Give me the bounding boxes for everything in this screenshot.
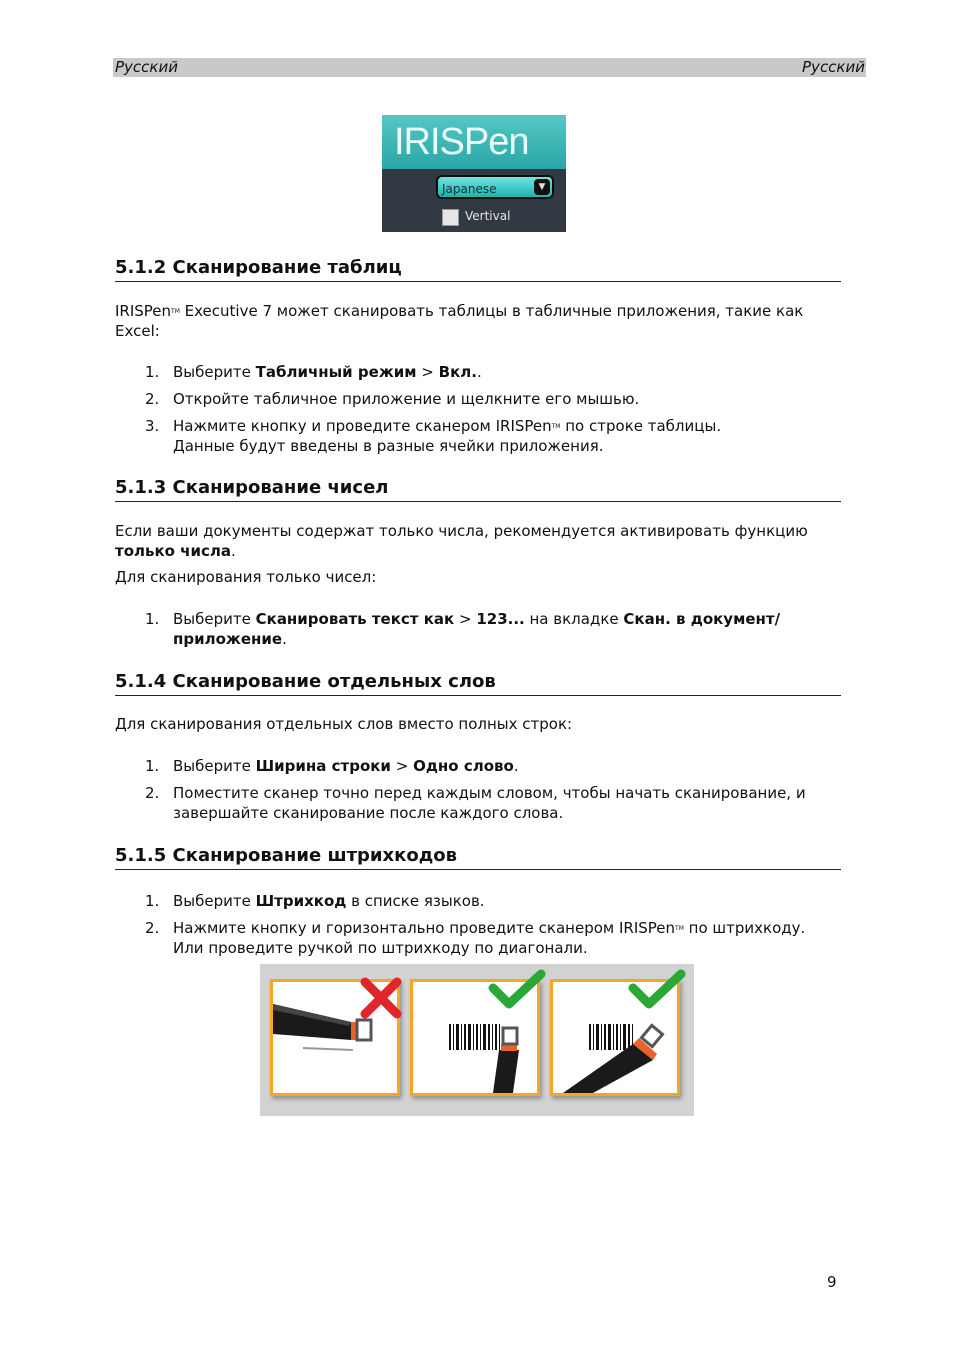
page-number: 9 xyxy=(827,1273,837,1291)
irispen-widget-figure xyxy=(382,115,566,232)
section-title-5-1-3: 5.1.3 Сканирование чисел xyxy=(115,477,841,502)
irispen-banner xyxy=(382,115,566,169)
section-5-1-2-intro: IRISPen™ Executive 7 может сканировать таблицы в табличные приложения, такие как Excel: xyxy=(115,302,804,340)
section-5-1-3-para1: Если ваши документы содержат только числа, рекомендуется активировать функцию только числа. xyxy=(115,522,808,560)
barcode-panel-horizontal xyxy=(410,979,540,1096)
section-5-1-4-para: Для сканирования отдельных слов вместо полных строк: xyxy=(115,715,573,733)
chevron-down-icon: ▼ xyxy=(534,179,550,195)
section-title-5-1-2: 5.1.2 Сканирование таблиц xyxy=(115,257,841,282)
section-title-5-1-5: 5.1.5 Сканирование штрихкодов xyxy=(115,845,841,870)
vertical-checkbox-label: Vertival xyxy=(465,209,511,223)
vertical-checkbox[interactable] xyxy=(442,209,459,226)
check-icon xyxy=(487,968,547,1012)
language-dropdown[interactable] xyxy=(436,175,554,199)
barcode-panel-diagonal xyxy=(550,979,680,1096)
barcode-scanning-figure xyxy=(260,964,694,1116)
irispen-brand: IRISPen xyxy=(394,121,529,163)
header-language-right: Русский xyxy=(802,58,865,76)
cross-icon xyxy=(359,976,403,1020)
running-header xyxy=(113,58,866,77)
check-icon xyxy=(627,968,687,1012)
header-language-left: Русский xyxy=(115,58,178,76)
barcode-panel-wrong xyxy=(270,979,400,1096)
language-dropdown-value: Japanese xyxy=(442,182,497,196)
section-5-1-3-para2: Для сканирования только чисел: xyxy=(115,568,377,586)
section-title-5-1-4: 5.1.4 Сканирование отдельных слов xyxy=(115,671,841,696)
